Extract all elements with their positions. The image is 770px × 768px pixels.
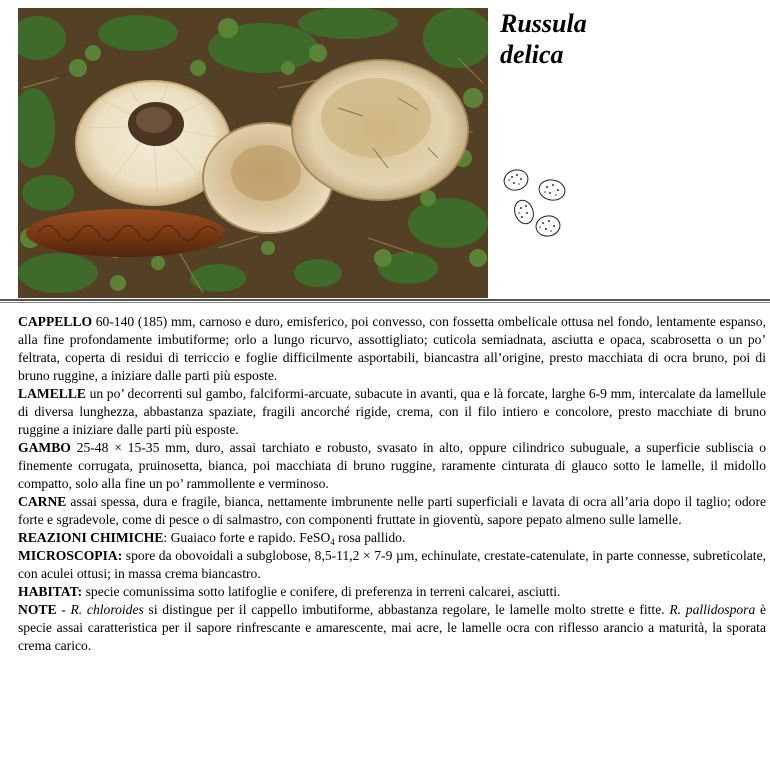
separator-rule	[0, 299, 770, 306]
species-title	[500, 8, 587, 70]
species-title-epithet: delica	[500, 40, 564, 69]
section-text: rosa pallido.	[334, 530, 406, 545]
section-text: : Guaiaco forte e rapido. FeSO	[163, 530, 331, 545]
mushroom-photo	[18, 8, 488, 298]
species-name: R. pallidospora	[669, 602, 756, 617]
spore-drawing-icon	[500, 166, 572, 242]
separator-line-thin	[0, 302, 770, 303]
section-cappello	[18, 313, 766, 385]
section-text: specie comunissima sotto latifoglie e conifere, di preferenza in terreni calcarei, asciutti.	[82, 584, 561, 599]
section-reazioni	[18, 529, 766, 547]
separator-line-thick	[0, 299, 770, 301]
section-label: NOTE	[18, 602, 57, 617]
section-lamelle	[18, 385, 766, 439]
species-name: R. chloroides	[70, 602, 144, 617]
species-title-genus: Russula	[500, 9, 587, 38]
species-description	[18, 313, 766, 655]
section-text: spore da obovoidali a subglobose, 8,5-11,2 × 7-9 µm, echinulate, crestate-catenulate, in parte connesse, subreticolate, con aculei ottusi; in massa crema biancastro.	[18, 548, 766, 581]
section-label: CAPPELLO	[18, 314, 93, 329]
section-text: si distingue per il cappello imbutiforme, abbastanza regolare, le lamelle molto strette e fitte.	[143, 602, 670, 617]
section-text: assai spessa, dura e fragile, bianca, nettamente imbrunente nelle parti superficiali e lavata di ocra all’aria dopo il taglio; odore forte e sgradevole, come di pesce o di salmastro, con componenti fruttate in gioventù, sapore pepato almeno sulle lamelle.	[18, 494, 766, 527]
section-carne	[18, 493, 766, 529]
section-text: 60-140 (185) mm, carnoso e duro, emisferico, poi convesso, con fossetta ombelicale ottusa nel fondo, lentamente espanso, alla fine profondamente imbutiforme; orlo a lungo ricurvo, assottigliato; cuticola semiadnata, asciutta e opaca, scabrosetta o un po’ feltrata, coperta di residui di terriccio e foglie difficilmente asportabili, biancastra all’origine, presto macchiata di ocra bruno, poi di bruno ruggine, a iniziare dalle parti più esposte.	[18, 314, 766, 383]
section-text: è specie assai caratteristica per il sapore rinfrescante e amarescente, mai acre, le lamelle ocra con riflesso arancio a maturità, la sporata crema carico.	[18, 602, 767, 653]
section-text: un po’ decorrenti sul gambo, falciformi-arcuate, subacute in avanti, qua e là forcate, larghe 6-9 mm, intercalate da lamellule di diversa lunghezza, abbastanza spaziate, fragili ancorché rigide, crema, con il filo intiero e concolore, presto macchiate di bruno ruggine a iniziare dalle parti più esposte.	[18, 386, 766, 437]
section-label: HABITAT:	[18, 584, 83, 599]
section-gambo	[18, 439, 766, 493]
section-label: REAZIONI CHIMICHE	[18, 530, 164, 545]
section-microscopia	[18, 547, 766, 583]
section-text: 25-48 × 15-35 mm, duro, assai tarchiato e robusto, svasato in alto, oppure cilindrico subuguale, a superficie subliscia o finemente corrugata, pruinosetta, bianca, poi macchiata di bruno ruggine, raramente cinturata di glauco sotto le lamelle, il midollo compatto, solo alla fine un po’ rammollente e verminoso.	[18, 440, 766, 491]
note-dash: -	[56, 602, 71, 617]
subscript: 4	[330, 537, 335, 547]
section-label: CARNE	[18, 494, 67, 509]
section-label: LAMELLE	[18, 386, 86, 401]
section-note	[18, 601, 766, 655]
section-habitat	[18, 583, 766, 601]
section-label: MICROSCOPIA:	[18, 548, 123, 563]
section-label: GAMBO	[18, 440, 71, 455]
